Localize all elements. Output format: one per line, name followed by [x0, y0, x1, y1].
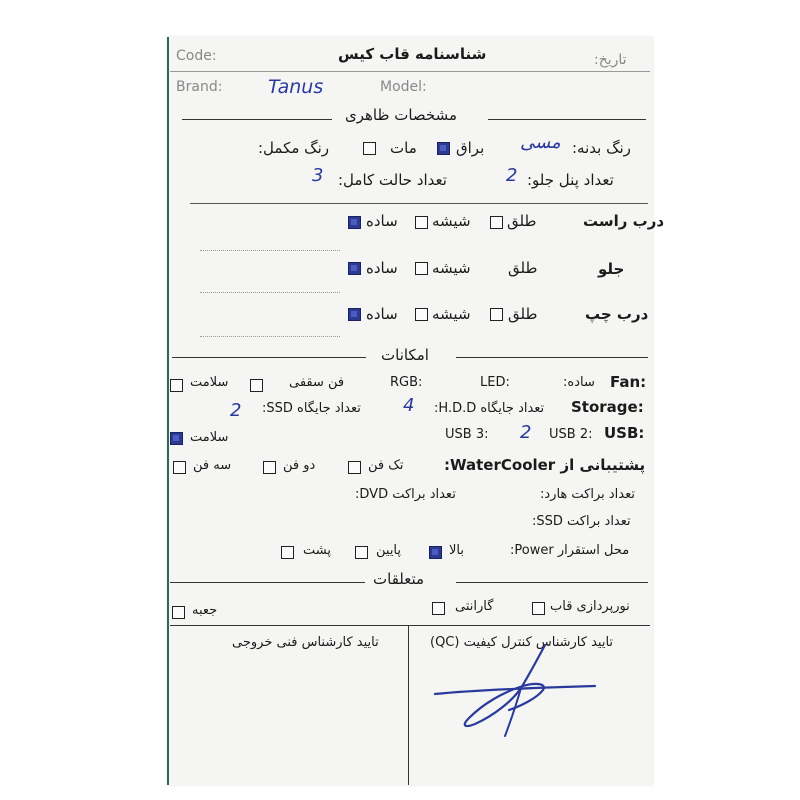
front-door-opt3: ساده — [366, 259, 398, 277]
brand-label: Brand: — [176, 79, 223, 95]
accessories-line-left — [170, 582, 365, 583]
complement-color-label: رنگ مکمل: — [258, 139, 330, 157]
fan-healthy: سلامت — [190, 375, 229, 390]
form-title: شناسنامه قاب کیس — [338, 45, 487, 63]
box-checkbox[interactable] — [172, 606, 185, 619]
dvd-bracket-label: تعداد براکت DVD: — [355, 487, 456, 502]
door-right-label: درب راست — [583, 212, 665, 230]
sheet-edge — [167, 37, 169, 785]
power-back-checkbox[interactable] — [281, 546, 294, 559]
front-door-label: جلو — [598, 260, 625, 278]
ssd-slots-label: تعداد جایگاه SSD: — [262, 401, 361, 416]
door-left-opt2: شیشه — [432, 305, 471, 323]
glossy-checkbox[interactable] — [437, 142, 450, 155]
glossy-label: براق — [456, 139, 485, 157]
front-panel-value: 2 — [506, 165, 518, 186]
case-lighting-checkbox[interactable] — [532, 602, 545, 615]
wc-triple: سه فن — [193, 458, 232, 473]
door-right-opt1: طلق — [507, 212, 537, 230]
door-right-opt2-checkbox[interactable] — [415, 216, 428, 229]
door-left-opt3: ساده — [366, 305, 398, 323]
door-left-opt3-checkbox[interactable] — [348, 308, 361, 321]
warranty-label: گارانتی — [455, 599, 494, 614]
usb-healthy: سلامت — [190, 430, 229, 445]
wc-double-checkbox[interactable] — [263, 461, 276, 474]
ssd-slots-value: 2 — [230, 400, 242, 421]
power-back: پشت — [303, 543, 331, 558]
power-position-label: محل استقرار Power: — [510, 543, 630, 558]
usb-healthy-checkbox[interactable] — [170, 432, 183, 445]
power-top-checkbox[interactable] — [429, 546, 442, 559]
matte-checkbox[interactable] — [363, 142, 376, 155]
wc-single-checkbox[interactable] — [348, 461, 361, 474]
door-right-opt3-checkbox[interactable] — [348, 216, 361, 229]
door-left-opt2-checkbox[interactable] — [415, 308, 428, 321]
approval-top-line — [170, 625, 650, 626]
full-modes-label: تعداد حالت کامل: — [338, 171, 447, 189]
appearance-title: مشخصات ظاهری — [345, 106, 458, 124]
ssd-bracket-label: تعداد براکت SSD: — [532, 514, 631, 529]
watercooler-label: پشتیبانی از WaterCooler: — [444, 456, 646, 474]
full-modes-value: 3 — [312, 165, 324, 186]
date-label: تاریخ: — [594, 52, 627, 68]
door-left-label: درب چپ — [585, 305, 649, 323]
features-line-left — [172, 357, 366, 358]
front-door-opt2: شیشه — [432, 259, 471, 277]
front-door-opt1: طلق — [508, 259, 538, 277]
power-top: بالا — [449, 543, 464, 558]
accessories-line-right — [456, 582, 648, 583]
qc-approval-label: تایید کارشناس کنترل کیفیت (QC) — [430, 635, 614, 650]
model-label: Model: — [380, 79, 427, 95]
case-lighting-label: نورپردازی قاب — [550, 599, 630, 614]
wc-double: دو فن — [283, 458, 316, 473]
section-line-left — [182, 119, 332, 120]
door-right-opt2: شیشه — [432, 212, 471, 230]
warranty-checkbox[interactable] — [432, 602, 445, 615]
fan-healthy-checkbox[interactable] — [170, 379, 183, 392]
power-bottom: پایین — [376, 543, 402, 558]
front-door-opt2-checkbox[interactable] — [415, 262, 428, 275]
code-label: Code: — [176, 48, 217, 64]
front-door-dots — [200, 292, 340, 293]
header-divider — [170, 71, 650, 72]
body-color-value: مسی — [520, 132, 561, 153]
tech-approval-label: تایید کارشناس فنی خروجی — [232, 635, 379, 650]
storage-label: Storage: — [571, 398, 644, 416]
door-right-opt3: ساده — [366, 212, 398, 230]
front-panel-label: تعداد پنل جلو: — [527, 171, 614, 189]
power-bottom-checkbox[interactable] — [355, 546, 368, 559]
hdd-bracket-label: تعداد براکت هارد: — [540, 487, 635, 502]
features-line-right — [456, 357, 648, 358]
approval-divider — [408, 625, 409, 785]
wc-triple-checkbox[interactable] — [173, 461, 186, 474]
door-left-opt1-checkbox[interactable] — [490, 308, 503, 321]
front-door-opt3-checkbox[interactable] — [348, 262, 361, 275]
qc-signature — [425, 640, 605, 740]
wc-single: تک فن — [368, 458, 404, 473]
hdd-slots-value: 4 — [403, 395, 415, 416]
door-left-opt1: طلق — [508, 305, 538, 323]
divider-appearance — [190, 203, 648, 204]
fan-led: LED: — [480, 375, 510, 390]
box-label: جعبه — [192, 603, 218, 618]
brand-value: Tanus — [268, 76, 324, 98]
usb3-label: USB 3: — [445, 427, 489, 442]
hdd-slots-label: تعداد جایگاه H.D.D: — [434, 401, 545, 416]
usb-label: USB: — [604, 424, 645, 442]
usb2-value: 2 — [520, 422, 532, 443]
fan-label: Fan: — [610, 373, 647, 391]
fan-rgb: RGB: — [390, 375, 423, 390]
accessories-title: متعلقات — [373, 570, 425, 588]
fan-ceiling-checkbox[interactable] — [250, 379, 263, 392]
usb2-label: USB 2: — [549, 427, 593, 442]
door-right-opt1-checkbox[interactable] — [490, 216, 503, 229]
body-color-label: رنگ بدنه: — [572, 139, 631, 157]
matte-label: مات — [390, 139, 417, 157]
door-left-dots — [200, 336, 340, 337]
fan-ceiling: فن سقفی — [289, 375, 345, 390]
features-title: امکانات — [381, 346, 429, 364]
door-right-dots — [200, 250, 340, 251]
fan-simple: ساده: — [563, 375, 595, 390]
section-line-right — [488, 119, 646, 120]
